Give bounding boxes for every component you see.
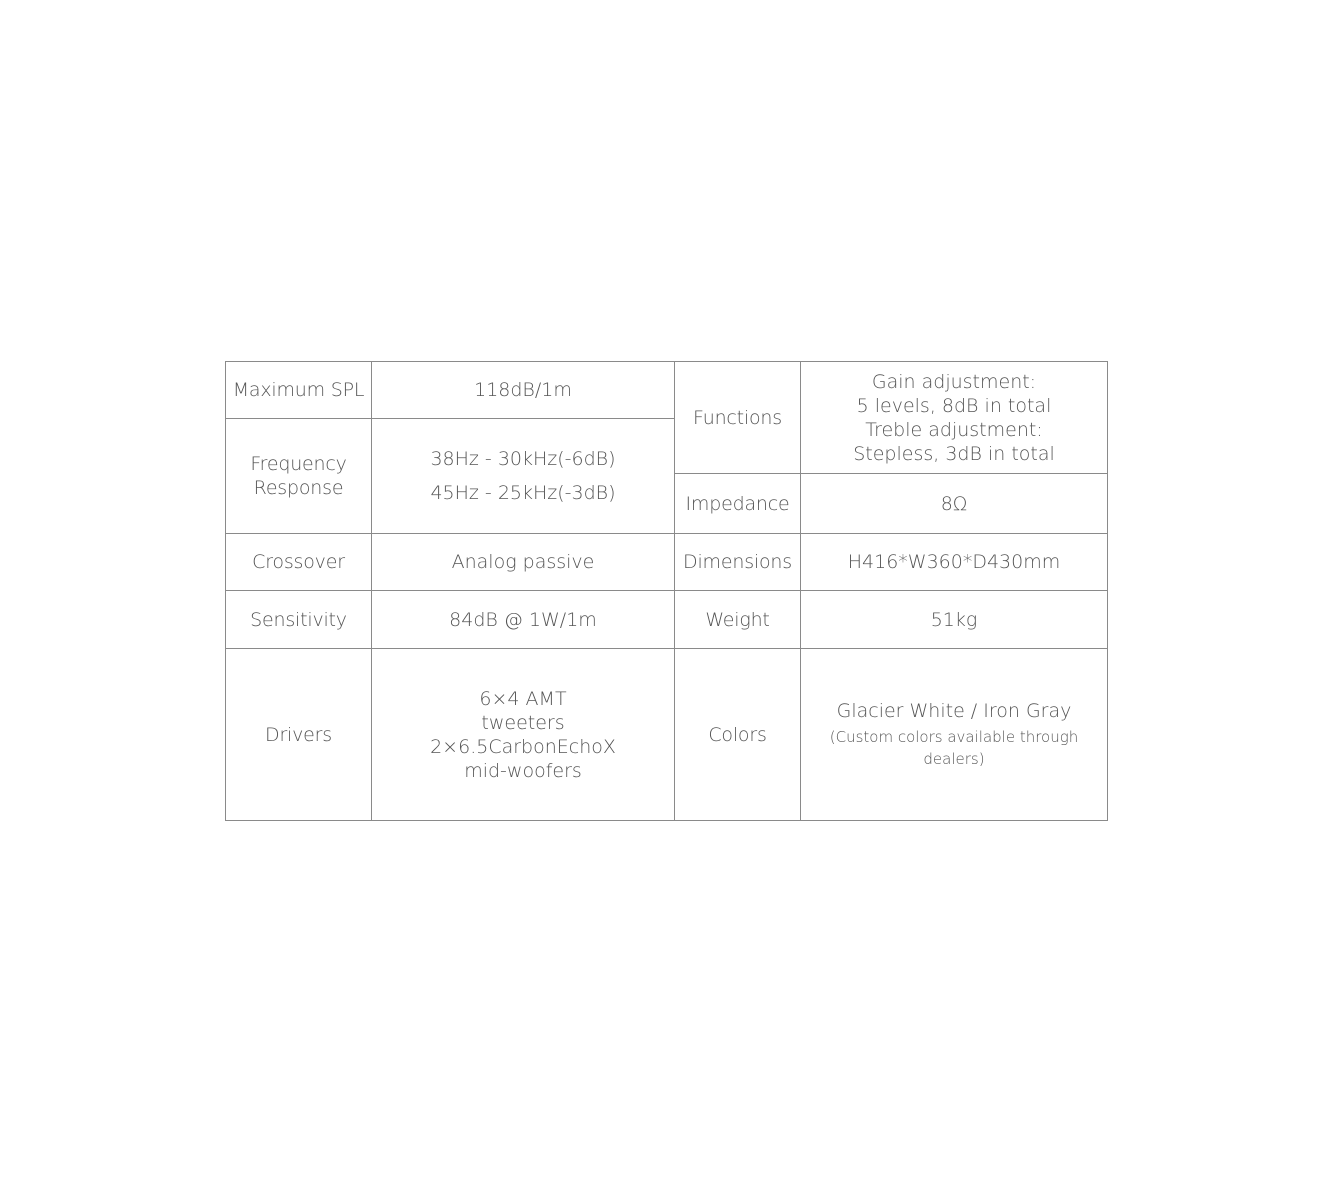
dimensions-label: Dimensions: [675, 534, 801, 591]
functions-line: Gain adjustment:: [871, 370, 1037, 393]
drivers-line: tweeters: [481, 711, 565, 734]
drivers-label: Drivers: [226, 649, 372, 821]
frequency-response-value: [372, 419, 675, 534]
functions-line: Treble adjustment:: [865, 418, 1043, 441]
table-row: [226, 534, 1108, 591]
sensitivity-label: Sensitivity: [226, 591, 372, 649]
colors-value: [801, 649, 1108, 821]
max-spl-label: Maximum SPL: [226, 362, 372, 419]
impedance-label: Impedance: [675, 474, 801, 534]
spec-table: [225, 361, 1108, 821]
table-row: [226, 649, 1108, 821]
colors-note: (Custom colors available through dealers): [829, 728, 1079, 768]
drivers-line: mid-woofers: [464, 759, 582, 782]
drivers-line: 2×6.5CarbonEchoX: [430, 735, 616, 758]
dimensions-value: H416*W360*D430mm: [801, 534, 1108, 591]
drivers-value: [372, 649, 675, 821]
table-row: [226, 591, 1108, 649]
colors-label: Colors: [675, 649, 801, 821]
table-row: [226, 362, 1108, 419]
frequency-response-label-line: Frequency: [250, 453, 347, 475]
weight-label: Weight: [675, 591, 801, 649]
max-spl-value: 118dB/1m: [372, 362, 675, 419]
frequency-response-line: 38Hz - 30kHz(-6dB): [430, 448, 616, 470]
functions-line: 5 levels, 8dB in total: [856, 394, 1052, 417]
frequency-response-line: 45Hz - 25kHz(-3dB): [430, 482, 616, 504]
functions-line: Stepless, 3dB in total: [853, 442, 1055, 465]
crossover-label: Crossover: [226, 534, 372, 591]
colors-main: Glacier White / Iron Gray: [836, 700, 1072, 722]
crossover-value: Analog passive: [372, 534, 675, 591]
frequency-response-label: [226, 419, 372, 534]
functions-label: Functions: [675, 362, 801, 474]
frequency-response-label-line: Response: [253, 477, 344, 499]
impedance-value: 8Ω: [801, 474, 1108, 534]
sensitivity-value: 84dB @ 1W/1m: [372, 591, 675, 649]
weight-value: 51kg: [801, 591, 1108, 649]
functions-value: [801, 362, 1108, 474]
drivers-line: 6×4 AMT: [479, 687, 567, 710]
